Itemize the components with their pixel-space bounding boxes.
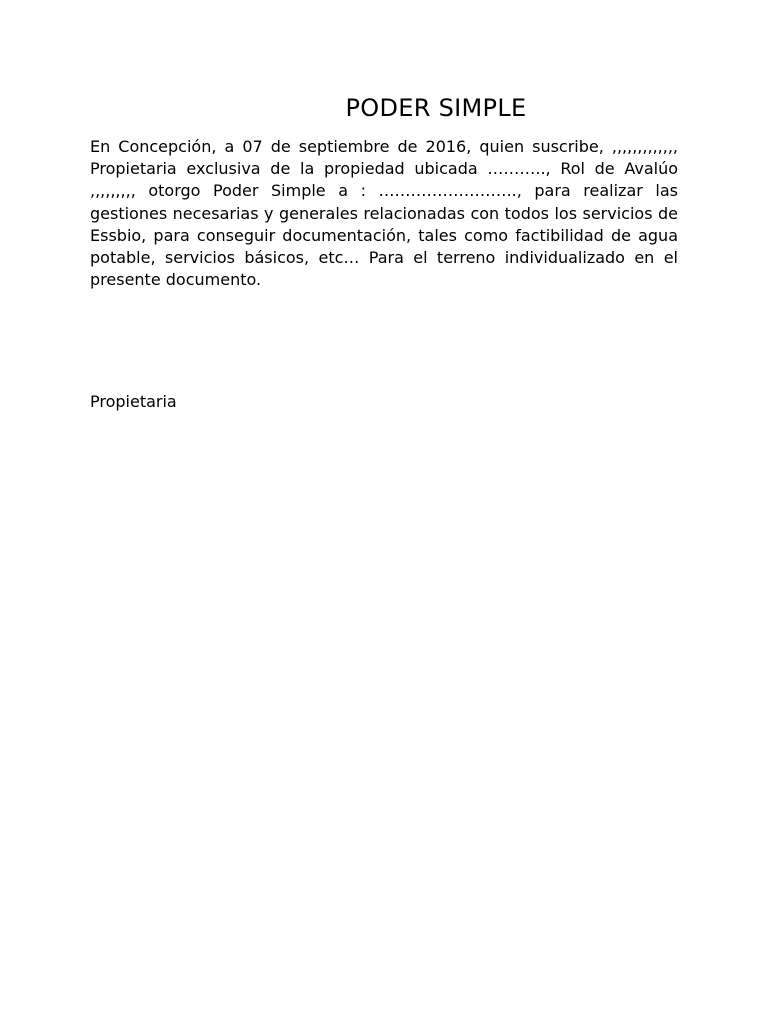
- document-body-paragraph: En Concepción, a 07 de septiembre de 2016, quien suscribe, ,,,,,,,,,,,,, Propietaria exclusiva de la propiedad ubicada ……….., Rol de Avalúo ,,,,,,,,, otorgo Poder Simple a : …………………….., para realizar las gestiones necesarias y generales relacionadas con todos los servicios de Essbio, para conseguir documentación, tales como factibilidad de agua potable, servicios básicos, etc… Para el terreno individualizado en el presente documento.: [90, 137, 678, 290]
- signature-label: Propietaria: [90, 392, 177, 411]
- document-title: PODER SIMPLE: [345, 94, 527, 122]
